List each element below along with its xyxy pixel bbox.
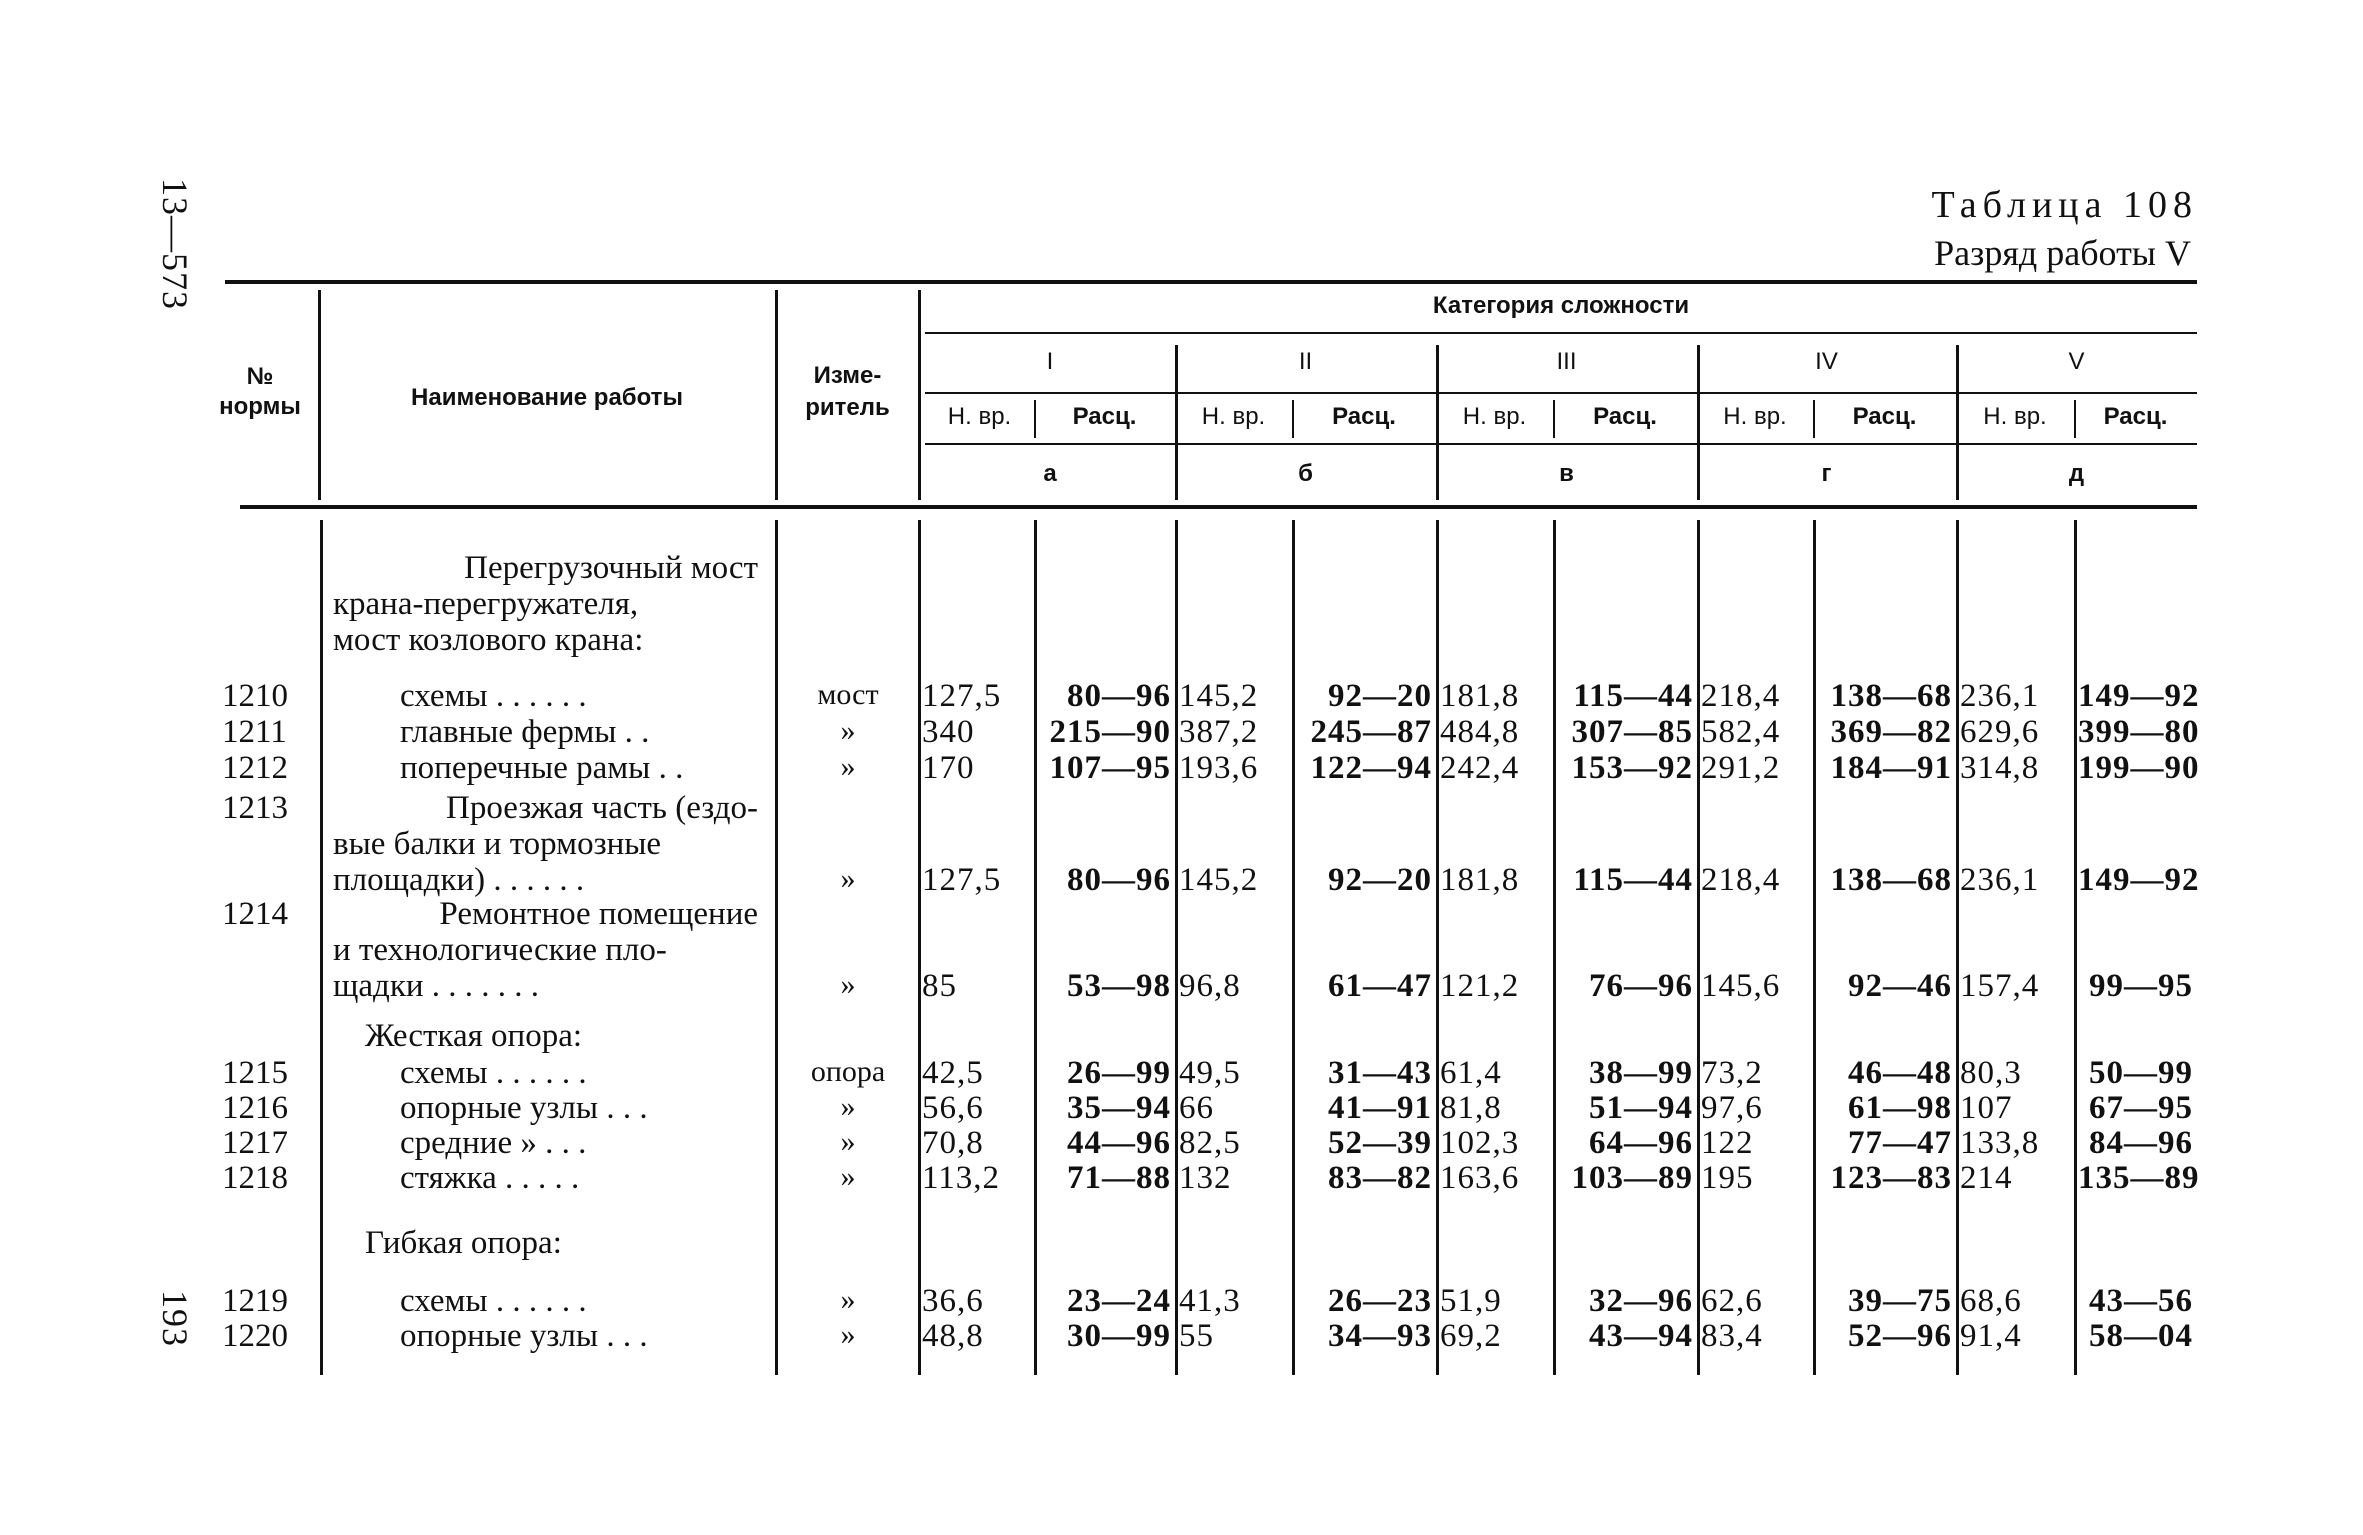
time-norm-value: 193,6 [1179,750,1259,786]
page-number: 193 [155,1290,195,1347]
header-meter-line2: ритель [805,394,890,421]
row-unit: » [840,750,856,783]
header-time-norm: Н. вр. [1201,403,1266,430]
row-unit: мост [817,678,879,711]
row-name: площадки) . . . . . . [333,862,585,898]
subheader-rule [925,443,2197,445]
rate-value: 83—82 [1328,1160,1432,1196]
time-norm-value: 214 [1960,1160,2013,1196]
header-rate: Расц. [1593,403,1657,430]
header-category-5: V [2068,348,2085,375]
header-bottom-rule [240,505,2197,509]
rate-value: 99—95 [2089,968,2193,1004]
header-norm-no [205,362,315,422]
row-name: Ремонтное помещение [439,896,758,932]
rate-value: 84—96 [2089,1125,2193,1161]
time-norm-value: 49,5 [1179,1055,1241,1091]
bridge-heading-line3: мост козлового крана: [333,622,644,658]
rate-value: 103—89 [1571,1160,1693,1196]
header-work-name: Наименование работы [411,384,683,411]
rate-value: 149—92 [2078,678,2200,714]
rate-value: 92—20 [1328,678,1432,714]
rate-value: 399—80 [2078,714,2200,750]
rate-value: 307—85 [1571,714,1693,750]
rate-value: 35—94 [1067,1090,1171,1126]
row-name: стяжка . . . . . [400,1160,580,1196]
side-label: 13—573 [155,178,195,310]
rate-value: 71—88 [1067,1160,1171,1196]
complexity-rule [925,332,2197,334]
row-unit: опора [810,1055,886,1088]
time-norm-value: 113,2 [922,1160,1001,1196]
rate-value: 34—93 [1328,1318,1432,1354]
time-norm-value: 387,2 [1179,714,1259,750]
rate-value: 23—24 [1067,1283,1171,1319]
header-complexity: Категория сложности [1432,292,1690,319]
row-name: средние » . . . [400,1125,587,1161]
body-divider [775,520,778,1375]
header-divider [775,290,778,500]
time-norm-value: 68,6 [1960,1283,2022,1319]
header-meter [780,360,915,424]
time-norm-value: 91,4 [1960,1318,2022,1354]
time-norm-value: 56,6 [922,1090,984,1126]
rate-value: 50—99 [2089,1055,2193,1091]
rate-value: 245—87 [1310,714,1432,750]
time-norm-value: 102,3 [1440,1125,1520,1161]
row-number: 1216 [222,1090,288,1126]
time-norm-value: 181,8 [1440,678,1520,714]
row-name: поперечные рамы . . [400,750,684,786]
time-norm-value: 218,4 [1701,862,1781,898]
rate-value: 80—96 [1067,862,1171,898]
time-norm-value: 41,3 [1179,1283,1241,1319]
rate-value: 215—90 [1049,714,1171,750]
time-norm-value: 69,2 [1440,1318,1502,1354]
body-divider [918,520,921,1375]
header-rate: Расц. [1332,403,1396,430]
header-rate: Расц. [1852,403,1917,430]
time-norm-value: 97,6 [1701,1090,1763,1126]
time-norm-value: 236,1 [1960,678,2040,714]
rate-value: 135—89 [2078,1160,2200,1196]
body-divider [1697,520,1700,1375]
time-norm-value: 85 [922,968,957,1004]
row-unit: » [840,1090,856,1123]
row-unit: » [840,1125,856,1158]
header-category-4: IV [1815,348,1838,375]
time-norm-value: 291,2 [1701,750,1781,786]
time-norm-value: 484,8 [1440,714,1520,750]
row-number: 1219 [222,1283,288,1319]
rate-value: 61—47 [1328,968,1432,1004]
row-name: щадки . . . . . . . [333,968,540,1004]
header-category-2: II [1298,348,1313,375]
body-divider [1034,520,1037,1375]
time-norm-value: 145,6 [1701,968,1781,1004]
time-norm-value: 145,2 [1179,678,1259,714]
header-letter-3: в [1559,460,1574,487]
time-norm-value: 42,5 [922,1055,984,1091]
row-unit: » [840,714,856,747]
rate-value: 107—95 [1049,750,1171,786]
header-letter-5: д [2068,460,2085,487]
header-time-norm: Н. вр. [947,403,1012,430]
time-norm-value: 582,4 [1701,714,1781,750]
header-divider [918,290,921,500]
row-unit: » [840,968,856,1001]
rate-value: 52—39 [1328,1125,1432,1161]
time-norm-value: 48,8 [922,1318,984,1354]
rate-value: 138—68 [1830,862,1952,898]
row-number: 1212 [222,750,288,786]
time-norm-value: 127,5 [922,678,1002,714]
time-norm-value: 218,4 [1701,678,1781,714]
body-divider [1436,520,1439,1375]
row-unit: » [840,862,856,895]
time-norm-value: 36,6 [922,1283,984,1319]
category-rule [925,392,2197,394]
rate-value: 52—96 [1848,1318,1952,1354]
header-time-norm: Н. вр. [1462,403,1527,430]
body-divider [1956,520,1959,1375]
header-norm-no-line1: № [246,363,274,390]
rate-value: 26—99 [1067,1055,1171,1091]
time-norm-value: 195 [1701,1160,1754,1196]
time-norm-value: 340 [922,714,975,750]
rate-value: 51—94 [1589,1090,1693,1126]
row-name: схемы . . . . . . [400,1055,587,1091]
rate-value: 76—96 [1589,968,1693,1004]
rate-value: 46—48 [1848,1055,1952,1091]
time-norm-value: 121,2 [1440,968,1520,1004]
rate-value: 149—92 [2078,862,2200,898]
time-norm-value: 157,4 [1960,968,2040,1004]
time-norm-value: 236,1 [1960,862,2040,898]
rate-value: 41—91 [1328,1090,1432,1126]
row-number: 1210 [222,678,288,714]
time-norm-value: 122 [1701,1125,1754,1161]
time-norm-value: 55 [1179,1318,1214,1354]
rate-value: 80—96 [1067,678,1171,714]
time-norm-value: 170 [922,750,975,786]
row-number: 1215 [222,1055,288,1091]
table-subtitle: Разряд работы V [1934,233,2191,273]
rate-value: 64—96 [1589,1125,1693,1161]
header-meter-line1: Изме- [813,362,882,389]
body-divider [1175,520,1178,1375]
rate-value: 153—92 [1571,750,1693,786]
rate-value: 31—43 [1328,1055,1432,1091]
header-letter-2: б [1298,460,1313,487]
section-heading-flexible: Гибкая опора: [365,1225,562,1261]
header-norm-no-line2: нормы [219,393,301,420]
row-number: 1214 [222,896,288,932]
row-number: 1213 [222,790,288,826]
rate-value: 26—23 [1328,1283,1432,1319]
time-norm-value: 127,5 [922,862,1002,898]
time-norm-value: 163,6 [1440,1160,1520,1196]
row-name: опорные узлы . . . [400,1318,648,1354]
rate-value: 39—75 [1848,1283,1952,1319]
rate-value: 369—82 [1830,714,1952,750]
section-heading-bridge [333,550,758,658]
body-divider [1292,520,1295,1375]
header-letter-1: а [1043,460,1057,487]
rate-value: 115—44 [1573,678,1693,714]
header-time-norm: Н. вр. [1723,403,1787,430]
rate-value: 199—90 [2078,750,2200,786]
row-name: вые балки и тормозные [333,826,662,862]
section-heading-rigid: Жесткая опора: [365,1018,583,1054]
header-category-3: III [1556,348,1577,375]
rate-value: 122—94 [1310,750,1432,786]
time-norm-value: 66 [1179,1090,1214,1126]
header-letter-4: г [1821,460,1832,487]
table-title: Таблица 108 [1931,184,2198,226]
row-unit: » [840,1318,856,1351]
time-norm-value: 145,2 [1179,862,1259,898]
rate-value: 61—98 [1848,1090,1952,1126]
header-time-norm: Н. вр. [1983,403,2047,430]
time-norm-value: 82,5 [1179,1125,1241,1161]
rate-value: 92—46 [1848,968,1952,1004]
time-norm-value: 181,8 [1440,862,1520,898]
body-divider [1553,520,1556,1375]
time-norm-value: 314,8 [1960,750,2040,786]
time-norm-value: 96,8 [1179,968,1241,1004]
rate-value: 92—20 [1328,862,1432,898]
row-name: Проезжая часть (ездо- [446,790,758,826]
time-norm-value: 83,4 [1701,1318,1763,1354]
time-norm-value: 107 [1960,1090,2013,1126]
row-number: 1218 [222,1160,288,1196]
top-rule [225,280,2197,284]
row-name: и технологические пло- [333,932,667,968]
body-divider [1813,520,1816,1375]
rate-value: 67—95 [2089,1090,2193,1126]
rate-value: 77—47 [1848,1125,1952,1161]
rate-value: 123—83 [1830,1160,1952,1196]
rate-value: 53—98 [1067,968,1171,1004]
rate-value: 38—99 [1589,1055,1693,1091]
row-number: 1217 [222,1125,288,1161]
rate-value: 30—99 [1067,1318,1171,1354]
header-rate: Расц. [1072,403,1137,430]
row-name: опорные узлы . . . [400,1090,648,1126]
row-name: схемы . . . . . . [400,1283,587,1319]
row-unit: » [840,1283,856,1316]
bridge-heading-line1: Перегрузочный мост [464,550,758,586]
row-name: схемы . . . . . . [400,678,587,714]
rate-value: 43—56 [2089,1283,2193,1319]
row-number: 1211 [222,714,287,750]
time-norm-value: 62,6 [1701,1283,1763,1319]
row-unit: » [840,1160,856,1193]
time-norm-value: 629,6 [1960,714,2040,750]
rate-value: 32—96 [1589,1283,1693,1319]
rate-value: 115—44 [1573,862,1693,898]
header-category-1: I [1046,348,1054,375]
time-norm-value: 70,8 [922,1125,984,1161]
time-norm-value: 61,4 [1440,1055,1502,1091]
row-number: 1220 [222,1318,288,1354]
time-norm-value: 242,4 [1440,750,1520,786]
time-norm-value: 133,8 [1960,1125,2040,1161]
rate-value: 44—96 [1067,1125,1171,1161]
header-divider [318,290,321,500]
bridge-heading-line2: крана-перегружателя, [333,586,639,622]
body-divider [2074,520,2077,1375]
rate-value: 58—04 [2089,1318,2193,1354]
time-norm-value: 81,8 [1440,1090,1502,1126]
header-rate: Расц. [2103,403,2168,430]
row-name: главные фермы . . [400,714,650,750]
body-divider [320,520,323,1375]
time-norm-value: 80,3 [1960,1055,2022,1091]
time-norm-value: 51,9 [1440,1283,1502,1319]
rate-value: 138—68 [1830,678,1952,714]
time-norm-value: 73,2 [1701,1055,1763,1091]
time-norm-value: 132 [1179,1160,1232,1196]
rate-value: 43—94 [1589,1318,1693,1354]
rate-value: 184—91 [1830,750,1952,786]
